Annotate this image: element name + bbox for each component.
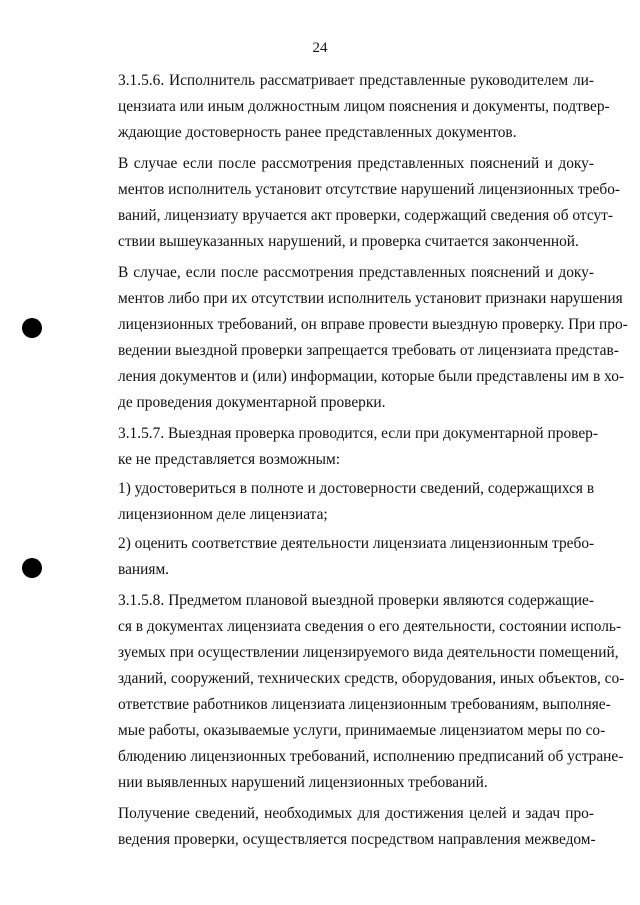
text-line: ждающие достоверность ранее представленных документов.: [118, 124, 517, 141]
text-line: ления документов и (или) информации, которые были представлены им в хо-: [118, 368, 625, 385]
text-line: ся в документах лицензиата сведения о его деятельности, состоянии исполь-: [118, 618, 622, 635]
paragraph: [118, 588, 625, 796]
text-line: блюдению лицензионных требований, исполнению предписаний об устране-: [118, 748, 624, 765]
text-line: зданий, сооружений, технических средств, оборудования, иных объектов, со-: [118, 670, 625, 687]
text-line: 3.1.5.7. Выездная проверка проводится, если при документарной провер-: [118, 425, 598, 442]
text-line: цензиата или иным должностным лицом пояснения и документы, подтвер-: [118, 98, 610, 115]
punch-hole-top: [22, 318, 42, 338]
text-line: ведении выездной проверки запрещается требовать от лицензиата представ-: [118, 342, 619, 359]
text-line: Получение сведений, необходимых для достижения целей и задач про-: [118, 805, 594, 822]
paragraph: [118, 531, 594, 583]
text-line: ствии вышеуказанных нарушений, и проверка считается законченной.: [118, 233, 579, 250]
page-number: 24: [312, 40, 328, 56]
text-line: ведения проверки, осуществляется посредством направления межведом-: [118, 831, 596, 848]
text-line: 1) удостовериться в полноте и достоверности сведений, содержащихся в: [118, 480, 595, 497]
paragraph: [118, 151, 621, 255]
text-line: ваний, лицензиату вручается акт проверки, содержащий сведения об отсут-: [118, 207, 614, 224]
text-line: ответствие работников лицензиата лицензионным требованиям, выполняе-: [118, 696, 611, 713]
punch-hole-bottom: [22, 558, 42, 578]
text-line: 2) оценить соответствие деятельности лицензиата лицензионным требо-: [118, 535, 595, 552]
text-line: ке не представляется возможным:: [118, 451, 340, 468]
text-line: В случае, если после рассмотрения представленных пояснений и доку-: [118, 264, 594, 281]
text-line: 3.1.5.8. Предметом плановой выездной проверки являются содержащие-: [118, 592, 594, 609]
paragraph: [118, 68, 610, 146]
text-line: нии выявленных нарушений лицензионных требований.: [118, 774, 488, 791]
text-line: зуемых при осуществлении лицензируемого вида деятельности помещений,: [118, 644, 619, 661]
text-line: В случае если после рассмотрения представленных пояснений и доку-: [118, 155, 594, 172]
paragraph: [118, 476, 594, 528]
text-line: лицензионном деле лицензиата;: [118, 506, 328, 523]
paragraph: [118, 260, 628, 416]
text-line: де проведения документарной проверки.: [118, 394, 386, 411]
paragraph: [118, 421, 598, 473]
paragraph: [118, 801, 594, 853]
text-line: лицензионных требований, он вправе провести выездную проверку. При про-: [118, 316, 628, 333]
text-line: ментов либо при их отсутствии исполнитель установит признаки нарушения: [118, 290, 623, 307]
text-line: мые работы, оказываемые услуги, принимаемые лицензиатом меры по со-: [118, 722, 606, 739]
text-line: ваниям.: [118, 561, 170, 578]
text-line: 3.1.5.6. Исполнитель рассматривает представленные руководителем ли-: [118, 72, 594, 89]
text-line: ментов исполнитель установит отсутствие нарушений лицензионных требо-: [118, 181, 621, 198]
document-body: [118, 68, 628, 853]
